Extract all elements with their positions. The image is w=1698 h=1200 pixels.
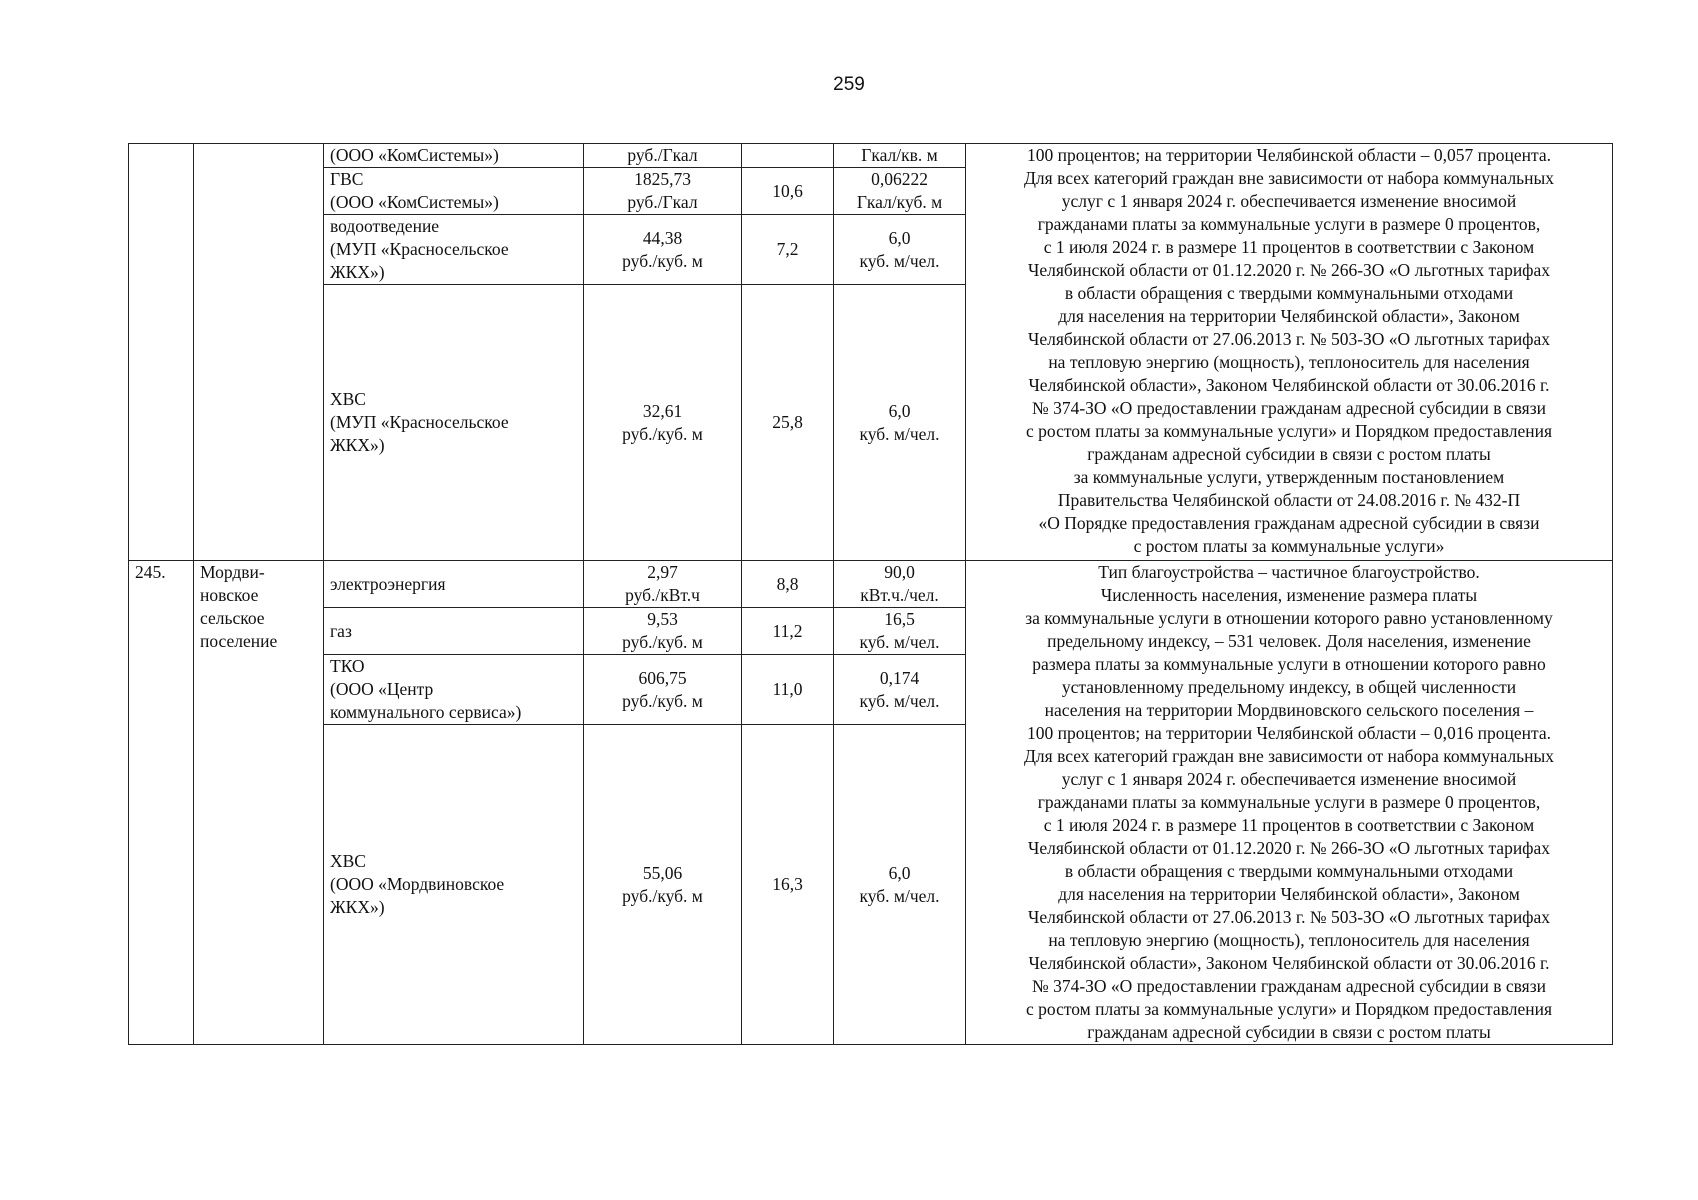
tariff-value: 44,38 руб./куб. м: [584, 215, 742, 285]
tariff-value: 55,06 руб./куб. м: [584, 725, 742, 1045]
table-row: [129, 144, 1613, 168]
service-name: ГВС (ООО «КомСистемы»): [324, 168, 584, 215]
tariff-value: 32,61 руб./куб. м: [584, 285, 742, 561]
norm-value: 6,0 куб. м/чел.: [834, 725, 966, 1045]
settlement-cell: [194, 144, 324, 561]
norm-value: 6,0 куб. м/чел.: [834, 285, 966, 561]
index-value: 16,3: [742, 725, 834, 1045]
index-value: 8,8: [742, 561, 834, 608]
page-number: 259: [833, 74, 865, 95]
notes-cell: 100 процентов; на территории Челябинской области – 0,057 процента. Для всех категорий граждан вне зависимости от набора коммунальных услуг с 1 января 2024 г. обеспечивается изменение вносимой гражданами платы за коммунальные услуги в размере 0 процентов, с 1 июля 2024 г. в размере 11 процентов в соответствии с Законом Челябинской области от 01.12.2020 г. № 266-ЗО «О льготных тарифах в области обращения с твердыми коммунальными отходами для населения на территории Челябинской области», Законом Челябинской области от 27.06.2013 г. № 503-ЗО «О льготных тарифах на тепловую энергию (мощность), теплоноситель для населения Челябинской области», Законом Челябинской области от 30.06.2016 г. № 374-ЗО «О предоставлении гражданам адресной субсидии в связи с ростом платы за коммунальные услуги» и Порядком предоставления гражданам адресной субсидии в связи с ростом платы за коммунальные услуги, утвержденным постановлением Правительства Челябинской области от 24.08.2016 г. № 432-П «О Порядке предоставления гражданам адресной субсидии в связи с ростом платы за коммунальные услуги»: [966, 144, 1613, 561]
service-name: водоотведение (МУП «Красносельское ЖКХ»): [324, 215, 584, 285]
index-value: 11,2: [742, 608, 834, 655]
index-value: 7,2: [742, 215, 834, 285]
index-value: 25,8: [742, 285, 834, 561]
norm-value: 0,06222 Гкал/куб. м: [834, 168, 966, 215]
tariff-value: 9,53 руб./куб. м: [584, 608, 742, 655]
service-name: ХВС (ООО «Мордвиновское ЖКХ»): [324, 725, 584, 1045]
tariff-value: руб./Гкал: [584, 144, 742, 168]
service-name: (ООО «КомСистемы»): [324, 144, 584, 168]
service-name: ТКО (ООО «Центр коммунального сервиса»): [324, 655, 584, 725]
settlement-name: Мордви- новское сельское поселение: [194, 561, 324, 1045]
norm-value: 6,0 куб. м/чел.: [834, 215, 966, 285]
index-value: 11,0: [742, 655, 834, 725]
norm-value: Гкал/кв. м: [834, 144, 966, 168]
table-row: [129, 561, 1613, 608]
tariff-value: 2,97 руб./кВт.ч: [584, 561, 742, 608]
tariff-value: 1825,73 руб./Гкал: [584, 168, 742, 215]
row-number: 245.: [129, 561, 194, 1045]
tariff-value: 606,75 руб./куб. м: [584, 655, 742, 725]
tariff-table: [128, 143, 1613, 1045]
norm-value: 16,5 куб. м/чел.: [834, 608, 966, 655]
row-number-cell: [129, 144, 194, 561]
service-name: ХВС (МУП «Красносельское ЖКХ»): [324, 285, 584, 561]
service-name: газ: [324, 608, 584, 655]
index-value: [742, 144, 834, 168]
index-value: 10,6: [742, 168, 834, 215]
norm-value: 0,174 куб. м/чел.: [834, 655, 966, 725]
notes-cell: Тип благоустройства – частичное благоустройство. Численность населения, изменение размера платы за коммунальные услуги в отношении которого равно установленному предельному индексу, – 531 человек. Доля населения, изменение размера платы за коммунальные услуги в отношении которого равно установленному предельному индексу, в общей численности населения на территории Мордвиновского сельского поселения – 100 процентов; на территории Челябинской области – 0,016 процента. Для всех категорий граждан вне зависимости от набора коммунальных услуг с 1 января 2024 г. обеспечивается изменение вносимой гражданами платы за коммунальные услуги в размере 0 процентов, с 1 июля 2024 г. в размере 11 процентов в соответствии с Законом Челябинской области от 01.12.2020 г. № 266-ЗО «О льготных тарифах в области обращения с твердыми коммунальными отходами для населения на территории Челябинской области», Законом Челябинской области от 27.06.2013 г. № 503-ЗО «О льготных тарифах на тепловую энергию (мощность), теплоноситель для населения Челябинской области», Законом Челябинской области от 30.06.2016 г. № 374-ЗО «О предоставлении гражданам адресной субсидии в связи с ростом платы за коммунальные услуги» и Порядком предоставления гражданам адресной субсидии в связи с ростом платы: [966, 561, 1613, 1045]
service-name: электроэнергия: [324, 561, 584, 608]
norm-value: 90,0 кВт.ч./чел.: [834, 561, 966, 608]
